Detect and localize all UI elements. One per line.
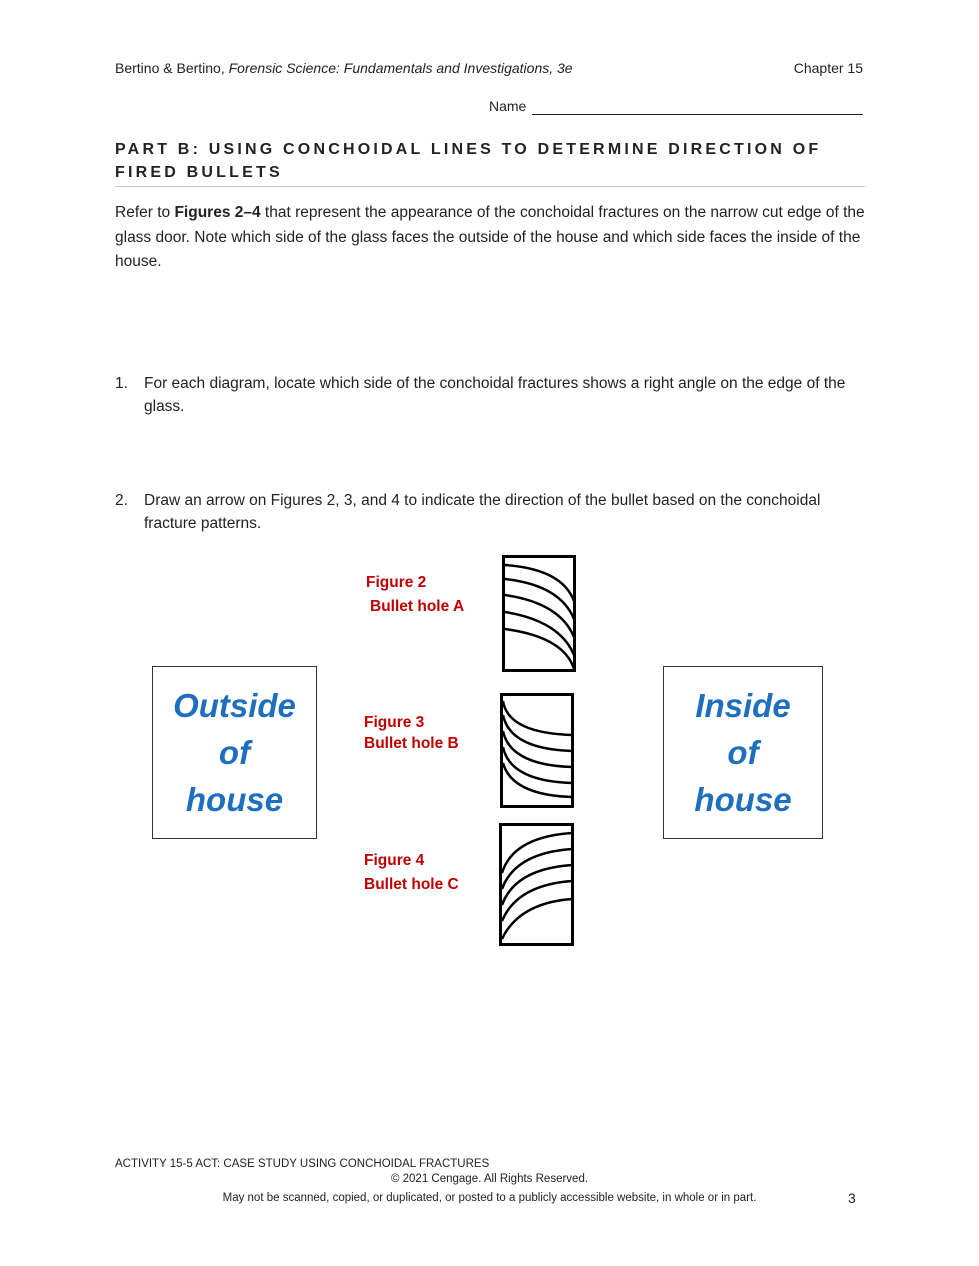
figure-subtitle: Bullet hole A (370, 598, 465, 615)
name-label: Name (489, 98, 527, 114)
footer-activity: ACTIVITY 15-5 ACT: CASE STUDY USING CONCHOIDAL FRACTURES (115, 1158, 490, 1170)
intro-bold: Figures 2–4 (174, 204, 261, 221)
question-number: 1. (115, 375, 128, 392)
name-blank-line[interactable] (532, 114, 863, 115)
figure-4-label (364, 849, 459, 897)
outside-line-1: Outside (173, 687, 296, 724)
intro-paragraph (115, 201, 865, 275)
figure-4-fracture-diagram[interactable] (499, 823, 575, 947)
figure-subtitle: Bullet hole B (364, 735, 459, 752)
outside-of-house-box (152, 666, 317, 839)
figure-2-label (366, 571, 464, 619)
outside-line-3: house (185, 781, 284, 818)
figure-3-fracture-diagram[interactable] (500, 693, 575, 809)
part-title: PART B: USING CONCHOIDAL LINES TO DETERMINE DIRECTION OF FIRED BULLETS (115, 138, 865, 187)
header-chapter: Chapter 15 (793, 60, 863, 76)
intro-lead: Refer to (115, 204, 175, 221)
question-2 (115, 490, 865, 535)
intro-rest: that represent the appearance of the conchoidal fractures on the narrow cut edge of the glass door. Note which side of the glass faces the outside of the house and which side faces the inside of the house. (115, 204, 865, 270)
inside-line-3: house (694, 781, 792, 818)
question-number: 2. (115, 492, 128, 509)
footer-notice: May not be scanned, copied, or duplicated, or posted to a publicly accessible website, in whole or in part. (222, 1192, 757, 1204)
figure-title: Figure 3 (364, 714, 425, 731)
figure-title: Figure 4 (364, 852, 425, 869)
footer-copyright: © 2021 Cengage. All Rights Reserved. (390, 1173, 589, 1185)
header-authors: Bertino & Bertino, (115, 60, 225, 76)
figure-2-fracture-diagram[interactable] (502, 555, 577, 673)
question-text: Draw an arrow on Figures 2, 3, and 4 to indicate the direction of the bullet based on the conchoidal fracture patterns. (144, 492, 821, 532)
figure-title: Figure 2 (366, 574, 427, 591)
inside-line-2: of (727, 734, 759, 771)
question-text: For each diagram, locate which side of the conchoidal fractures shows a right angle on the edge of the glass. (144, 375, 846, 415)
figure-3-label (364, 712, 459, 754)
outside-line-2: of (218, 734, 251, 771)
running-header (115, 60, 573, 76)
inside-line-1: Inside (695, 687, 791, 724)
page-number: 3 (848, 1190, 856, 1206)
figure-subtitle: Bullet hole C (364, 876, 459, 893)
header-book-title: Forensic Science: Fundamentals and Investigations, 3e (228, 60, 573, 76)
question-1 (115, 373, 865, 418)
name-field[interactable] (489, 98, 526, 114)
inside-of-house-box (663, 666, 823, 839)
